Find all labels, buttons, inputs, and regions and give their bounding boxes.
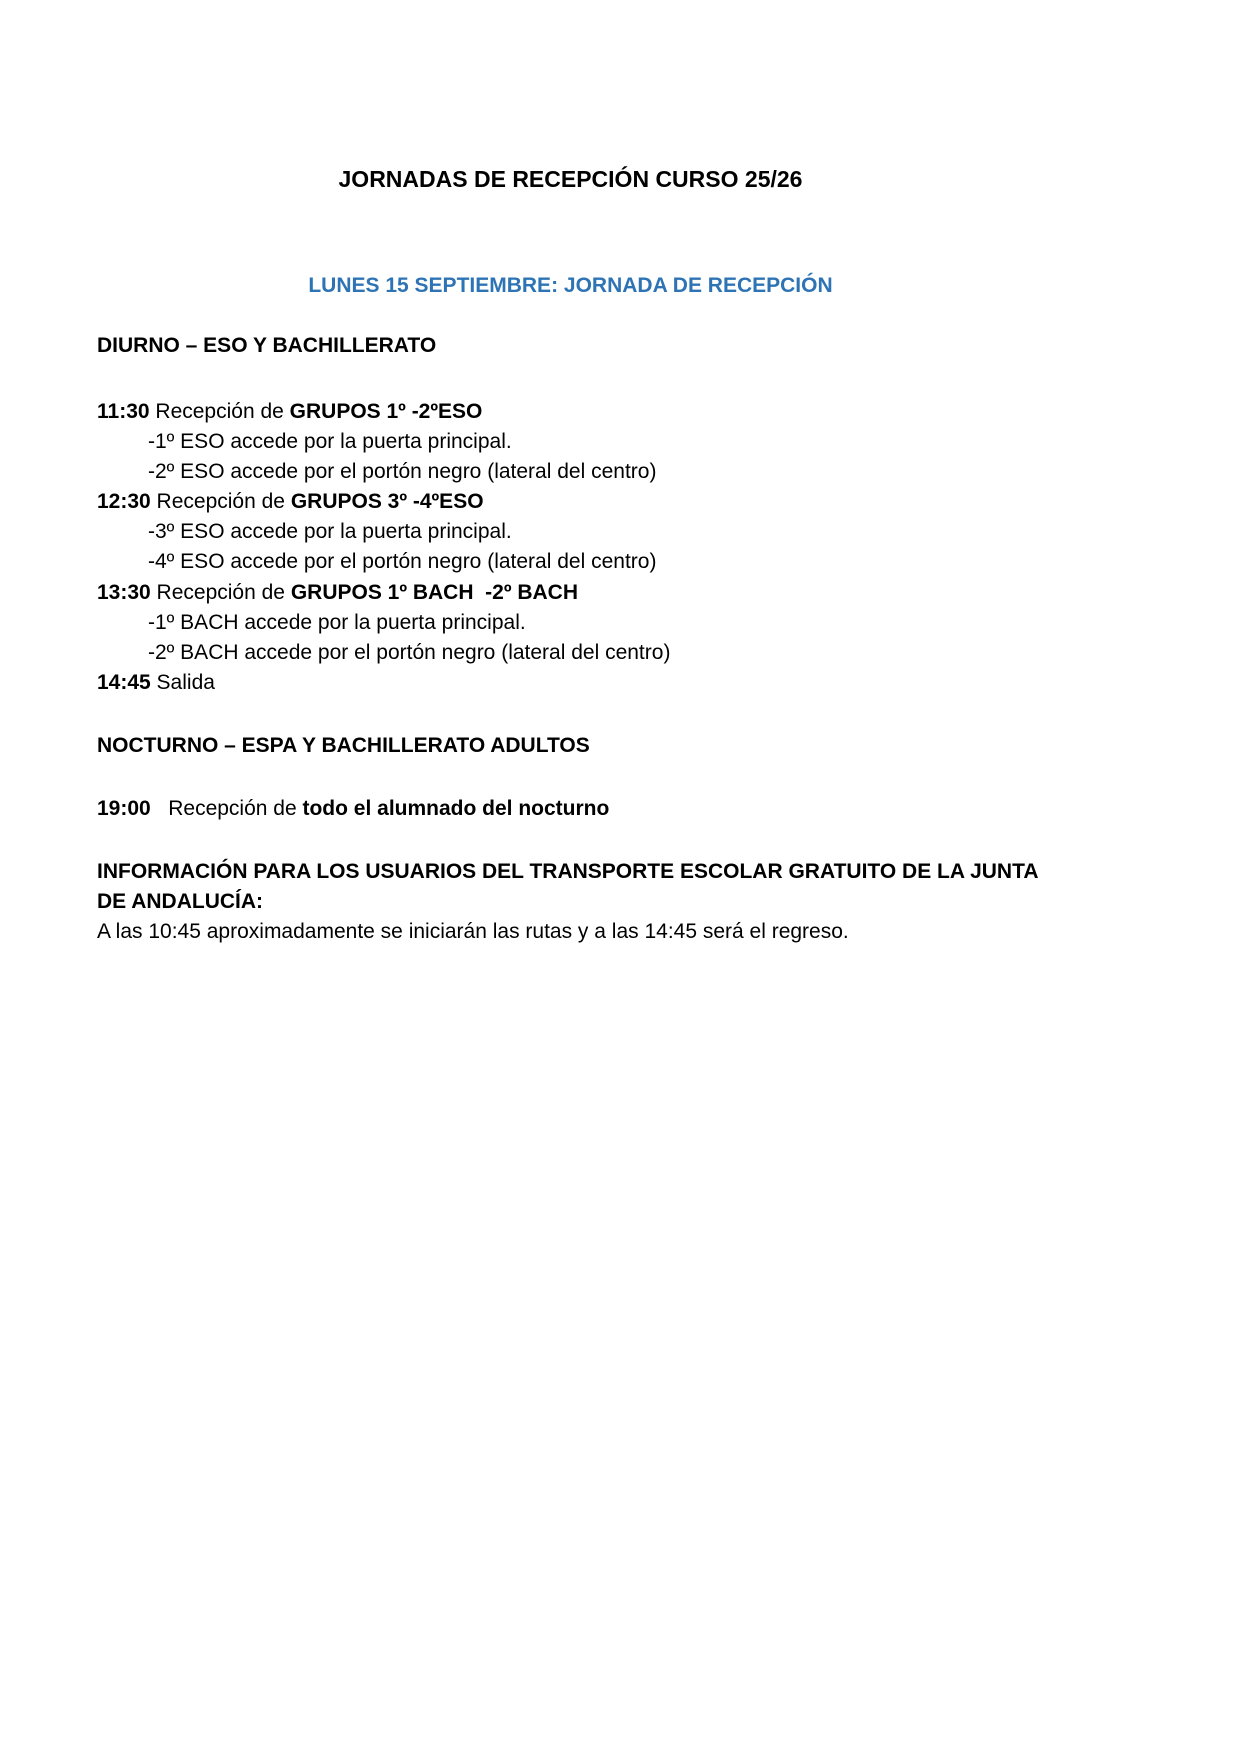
entry-text: Recepción de: [150, 581, 291, 604]
diurno-heading: DIURNO – ESO Y BACHILLERATO: [97, 334, 437, 357]
entry-time: 11:30: [97, 400, 150, 423]
entry-detail: -3º ESO accede por la puerta principal.: [148, 520, 512, 543]
schedule-entry: [97, 579, 578, 607]
exit-time: 14:45: [97, 671, 151, 694]
nocturno-bold-text: todo el alumnado del nocturno: [302, 797, 610, 820]
page-subtitle: LUNES 15 SEPTIEMBRE: JORNADA DE RECEPCIÓN: [308, 274, 833, 297]
schedule-entry: [97, 398, 482, 426]
entry-detail: -2º BACH accede por el portón negro (lateral del centro): [148, 641, 671, 664]
entry-groups: GRUPOS 1º -2ºESO: [289, 400, 483, 423]
entry-detail: -2º ESO accede por el portón negro (lateral del centro): [148, 460, 657, 483]
entry-text: Recepción de: [150, 490, 291, 513]
nocturno-text: Recepción de: [150, 797, 303, 820]
entry-detail: -1º ESO accede por la puerta principal.: [148, 430, 512, 453]
nocturno-entry: [97, 795, 609, 823]
transport-heading-line2: DE ANDALUCÍA:: [97, 890, 264, 913]
entry-text: Recepción de: [149, 400, 290, 423]
transport-heading-line1: INFORMACIÓN PARA LOS USUARIOS DEL TRANSPORTE ESCOLAR GRATUITO DE LA JUNTA: [97, 860, 1039, 883]
transport-body: A las 10:45 aproximadamente se iniciarán las rutas y a las 14:45 será el regreso.: [97, 920, 849, 943]
entry-groups: GRUPOS 1º BACH -2º BACH: [290, 581, 579, 604]
page-title: JORNADAS DE RECEPCIÓN CURSO 25/26: [338, 166, 803, 192]
entry-groups: GRUPOS 3º -4ºESO: [290, 490, 484, 513]
schedule-entry: [97, 488, 484, 516]
exit-text: Salida: [150, 671, 215, 694]
entry-detail: -1º BACH accede por la puerta principal.: [148, 611, 526, 634]
entry-detail: -4º ESO accede por el portón negro (lateral del centro): [148, 550, 657, 573]
entry-time: 12:30: [97, 490, 151, 513]
nocturno-heading: NOCTURNO – ESPA Y BACHILLERATO ADULTOS: [97, 734, 590, 757]
nocturno-time: 19:00: [97, 797, 151, 820]
schedule-exit: [97, 669, 215, 697]
entry-time: 13:30: [97, 581, 151, 604]
